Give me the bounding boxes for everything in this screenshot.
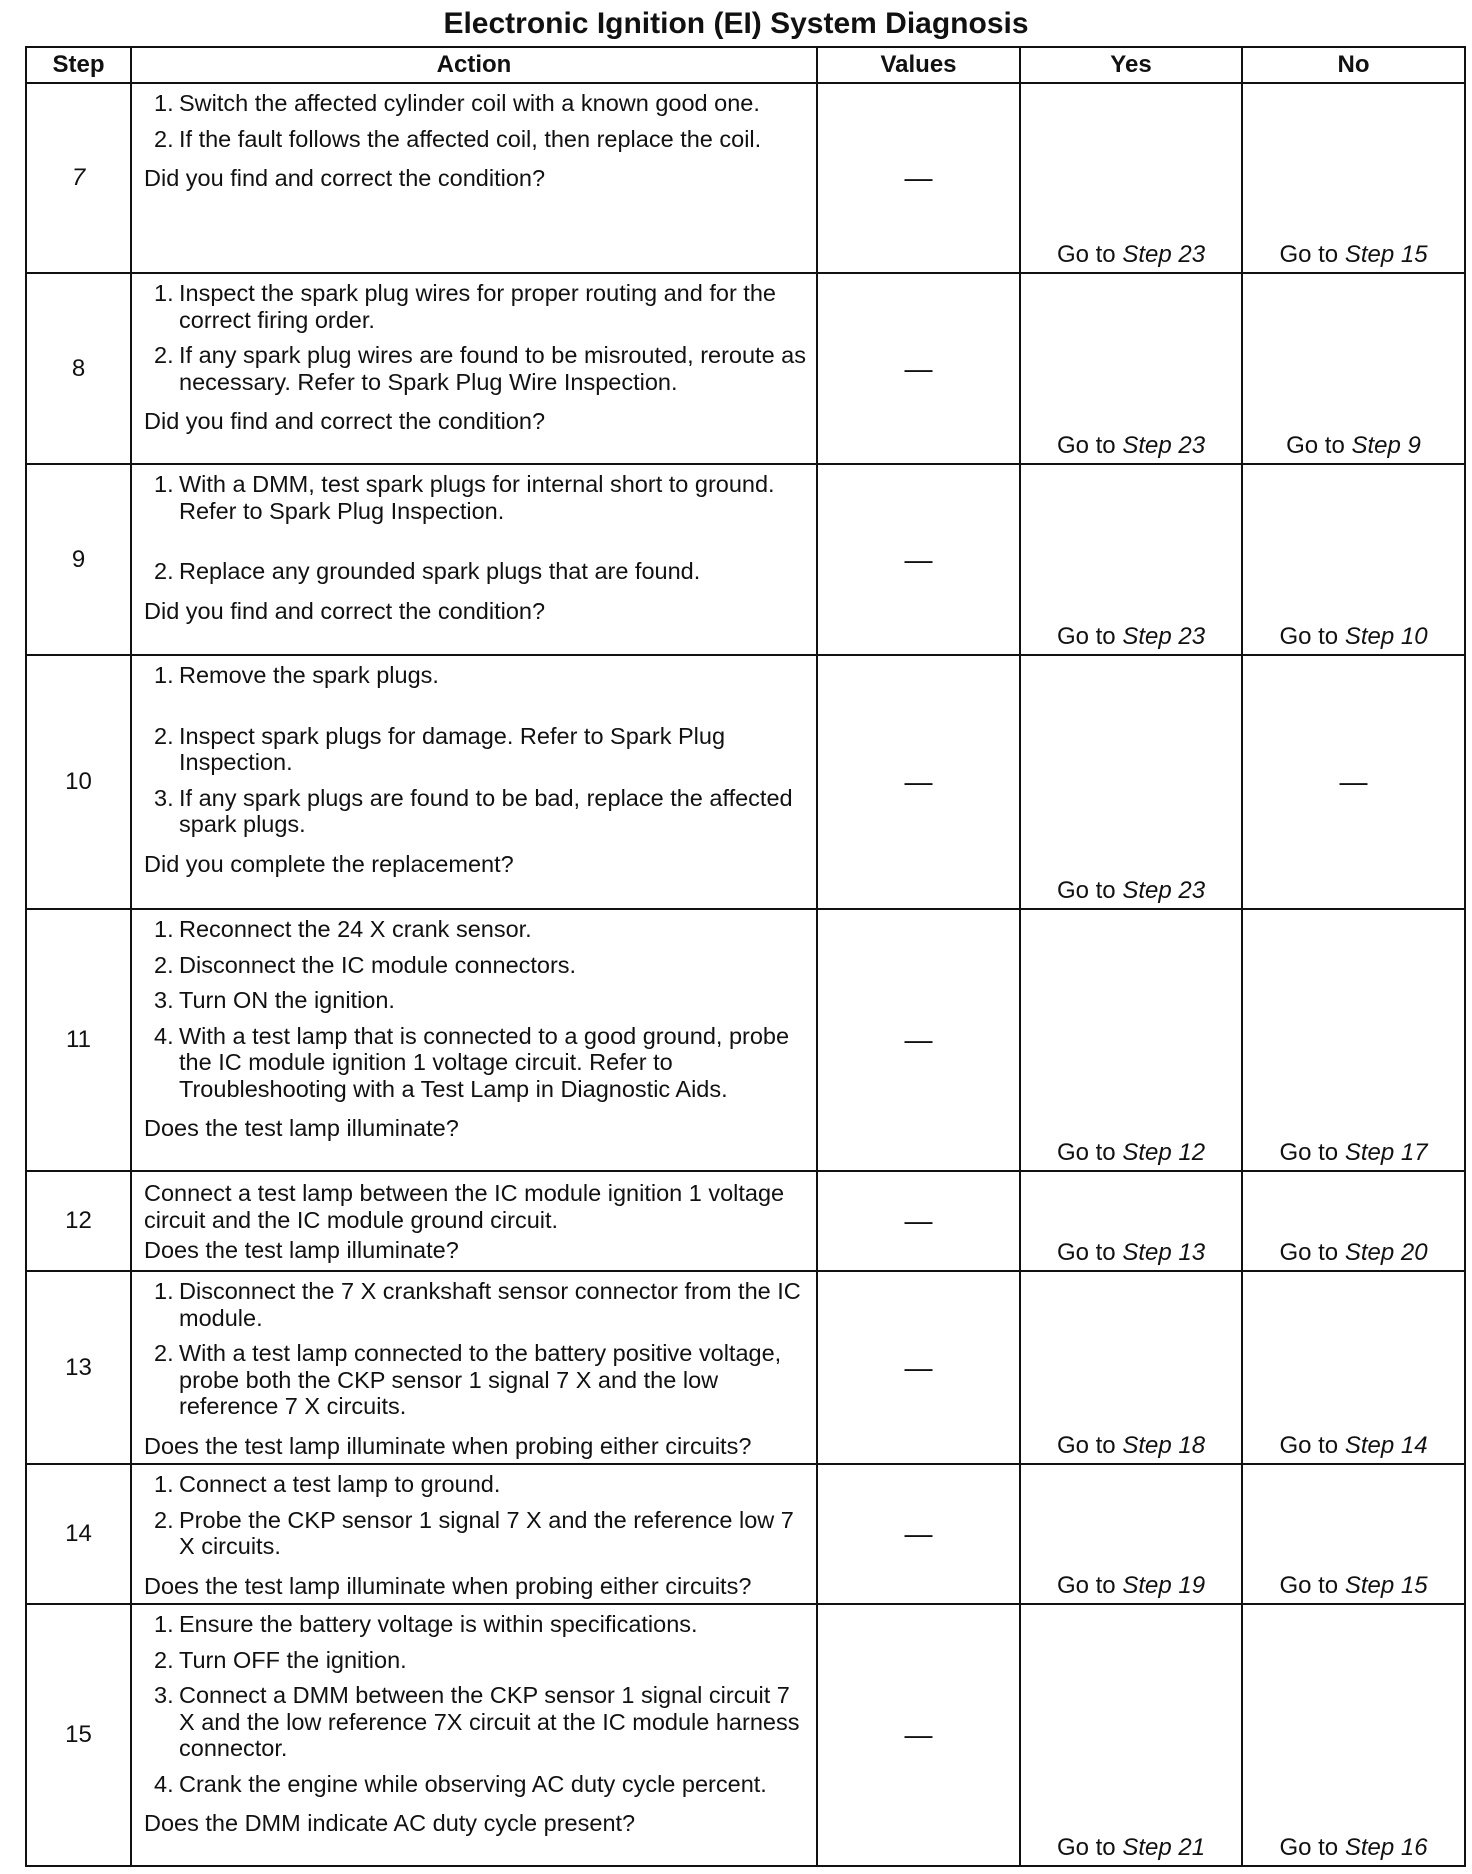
- list-item: 1. Disconnect the 7 X crankshaft sensor connector from the IC module.: [154, 1278, 801, 1331]
- action-cell: [131, 1271, 817, 1464]
- header-yes: Yes: [1020, 47, 1242, 83]
- action-cell: [131, 273, 817, 464]
- no-cell: Go to Step 15: [1242, 1464, 1465, 1604]
- yes-cell: Go to Step 23: [1020, 464, 1242, 655]
- table-row-step-10: [26, 655, 1465, 909]
- action-question: Does the DMM indicate AC duty cycle present?: [144, 1810, 636, 1836]
- action-question: Does the test lamp illuminate?: [144, 1237, 459, 1263]
- list-item: 3. Connect a DMM between the CKP sensor 1 signal circuit 7 X and the low reference 7X circuit at the IC module harness connector.: [154, 1682, 800, 1761]
- action-question: Does the test lamp illuminate when probing either circuits?: [144, 1572, 752, 1599]
- list-item: 1. With a DMM, test spark plugs for internal short to ground. Refer to Spark Plug Inspection.: [154, 471, 775, 524]
- yes-cell: Go to Step 12: [1020, 909, 1242, 1171]
- yes-cell: Go to Step 23: [1020, 273, 1242, 464]
- list-item: 1. Reconnect the 24 X crank sensor.: [154, 916, 532, 942]
- values-cell: —: [817, 273, 1020, 464]
- list-item: 2. Replace any grounded spark plugs that are found.: [154, 558, 701, 584]
- step-number: 14: [26, 1464, 131, 1604]
- values-cell: —: [817, 1604, 1020, 1866]
- action-question: Does the test lamp illuminate?: [144, 1115, 459, 1141]
- table-row-step-12: [26, 1171, 1465, 1271]
- step-number: 10: [26, 655, 131, 909]
- no-cell: Go to Step 16: [1242, 1604, 1465, 1866]
- action-cell: [131, 655, 817, 909]
- list-item: 1. Remove the spark plugs.: [154, 662, 439, 688]
- diagnosis-table: [25, 46, 1466, 1867]
- list-item: 3. If any spark plugs are found to be bad, replace the affected spark plugs.: [154, 784, 793, 837]
- list-item: 2. If the fault follows the affected coil, then replace the coil.: [154, 125, 762, 152]
- no-cell: —: [1242, 655, 1465, 909]
- list-item: 1. Ensure the battery voltage is within specifications.: [154, 1611, 698, 1637]
- list-item: 3. Turn ON the ignition.: [154, 987, 395, 1013]
- step-number: 8: [26, 273, 131, 464]
- page-title: Electronic Ignition (EI) System Diagnosis: [443, 7, 1029, 40]
- step-number: 12: [26, 1171, 131, 1271]
- action-question: Did you find and correct the condition?: [144, 597, 546, 624]
- step-number: 13: [26, 1271, 131, 1464]
- list-item: 2. If any spark plug wires are found to be misrouted, reroute as necessary. Refer to Spark Plug Wire Inspection.: [154, 342, 806, 395]
- action-text: Connect a test lamp between the IC module ignition 1 voltage circuit and the IC module ground circuit.: [144, 1180, 785, 1233]
- header-action: Action: [131, 47, 817, 83]
- table-row-step-14: [26, 1464, 1465, 1604]
- table-row-step-11: [26, 909, 1465, 1171]
- table-row-step-9: [26, 464, 1465, 655]
- values-cell: —: [817, 1464, 1020, 1604]
- step-number: 15: [26, 1604, 131, 1866]
- no-cell: Go to Step 10: [1242, 464, 1465, 655]
- table-row-step-7: [26, 83, 1465, 273]
- no-cell: Go to Step 15: [1242, 83, 1465, 273]
- step-number: 9: [26, 464, 131, 655]
- action-cell: [131, 464, 817, 655]
- values-cell: —: [817, 909, 1020, 1171]
- list-item: 2. Turn OFF the ignition.: [154, 1646, 407, 1673]
- header-no: No: [1242, 47, 1465, 83]
- no-cell: Go to Step 14: [1242, 1271, 1465, 1464]
- yes-cell: Go to Step 21: [1020, 1604, 1242, 1866]
- action-cell: [131, 1464, 817, 1604]
- yes-cell: Go to Step 13: [1020, 1171, 1242, 1271]
- list-item: 4. Crank the engine while observing AC duty cycle percent.: [154, 1770, 767, 1797]
- yes-cell: Go to Step 23: [1020, 83, 1242, 273]
- action-cell: [131, 1604, 817, 1866]
- action-question: Did you complete the replacement?: [144, 850, 514, 877]
- values-cell: —: [817, 1271, 1020, 1464]
- list-item: 1. Connect a test lamp to ground.: [154, 1471, 501, 1497]
- action-cell: [131, 909, 817, 1171]
- table-row-step-8: [26, 273, 1465, 464]
- values-cell: —: [817, 655, 1020, 909]
- yes-cell: Go to Step 19: [1020, 1464, 1242, 1604]
- list-item: 1. Inspect the spark plug wires for proper routing and for the correct firing order.: [154, 280, 776, 333]
- action-cell: [131, 1171, 817, 1271]
- list-item: 1. Switch the affected cylinder coil with a known good one.: [154, 90, 760, 116]
- table-header-row: [26, 47, 1465, 83]
- list-item: 2. Disconnect the IC module connectors.: [154, 951, 577, 978]
- action-question: Did you find and correct the condition?: [144, 408, 546, 434]
- header-step: Step: [26, 47, 131, 83]
- values-cell: —: [817, 464, 1020, 655]
- action-cell: [131, 83, 817, 273]
- values-cell: —: [817, 83, 1020, 273]
- action-question: Did you find and correct the condition?: [144, 165, 546, 191]
- no-cell: Go to Step 20: [1242, 1171, 1465, 1271]
- no-cell: Go to Step 17: [1242, 909, 1465, 1171]
- table-row-step-15: [26, 1604, 1465, 1866]
- yes-cell: Go to Step 23: [1020, 655, 1242, 909]
- action-question: Does the test lamp illuminate when probing either circuits?: [144, 1432, 752, 1459]
- step-number: 11: [26, 909, 131, 1171]
- yes-cell: Go to Step 18: [1020, 1271, 1242, 1464]
- table-row-step-13: [26, 1271, 1465, 1464]
- header-values: Values: [817, 47, 1020, 83]
- list-item: 2. Inspect spark plugs for damage. Refer to Spark Plug Inspection.: [154, 722, 726, 775]
- list-item: 2. Probe the CKP sensor 1 signal 7 X and the reference low 7 X circuits.: [154, 1506, 794, 1559]
- no-cell: Go to Step 9: [1242, 273, 1465, 464]
- values-cell: —: [817, 1171, 1020, 1271]
- list-item: 4. With a test lamp that is connected to a good ground, probe the IC module ignition 1 voltage circuit. Refer to Troubleshooting with a Test Lamp in Diagnostic Aids.: [154, 1022, 790, 1102]
- list-item: 2. With a test lamp connected to the battery positive voltage, probe both the CKP sensor 1 signal 7 X and the low reference 7 X circuits.: [154, 1340, 782, 1419]
- step-number: 7: [26, 83, 131, 273]
